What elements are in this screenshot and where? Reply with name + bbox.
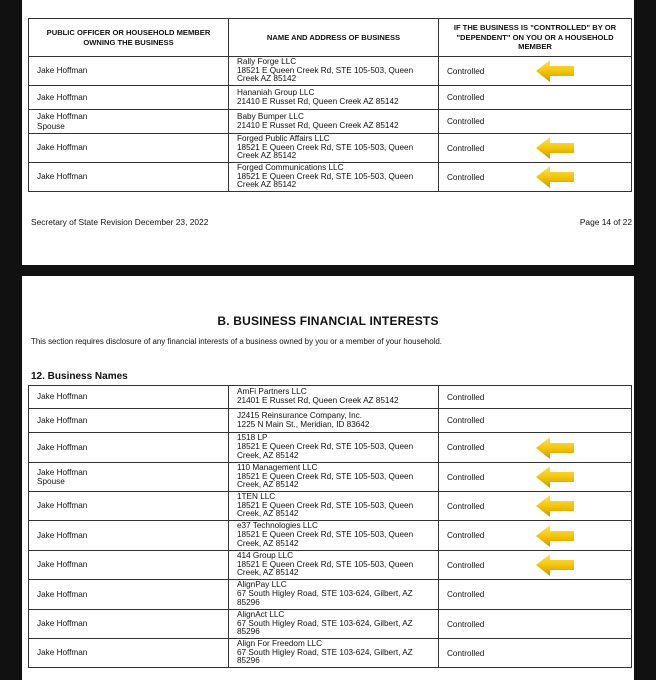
business-cell bbox=[229, 57, 439, 86]
table-row bbox=[29, 463, 632, 492]
table-row bbox=[29, 134, 632, 163]
business-name: Rally Forge LLC bbox=[237, 56, 297, 66]
left-arrow-icon bbox=[535, 494, 575, 518]
business-address-line: 67 South Higley Road, STE 103-624, Gilbert, AZ bbox=[237, 647, 413, 657]
business-address-line: 21410 E Russet Rd, Queen Creek AZ 85142 bbox=[237, 120, 399, 130]
status-text: Controlled bbox=[447, 443, 485, 452]
owner-name: Jake Hoffman bbox=[37, 415, 88, 425]
status-cell bbox=[439, 163, 632, 192]
business-address-line: 1225 N Main St., Meridian, ID 83642 bbox=[237, 419, 370, 429]
business-address-line: Creek, AZ 85142 bbox=[237, 538, 299, 548]
status-text: Controlled bbox=[447, 143, 485, 153]
left-arrow-icon bbox=[535, 436, 575, 460]
business-address-line: 21410 E Russet Rd, Queen Creek AZ 85142 bbox=[237, 96, 399, 106]
owner-name: Jake Hoffman bbox=[37, 66, 88, 76]
status-text: Controlled bbox=[447, 93, 485, 102]
business-name: Hananiah Group LLC bbox=[237, 87, 315, 97]
owner-cell bbox=[29, 580, 229, 610]
business-address-line: 85296 bbox=[237, 597, 260, 607]
owner-cell bbox=[29, 409, 229, 433]
table-row bbox=[29, 86, 632, 110]
table-row bbox=[29, 551, 632, 580]
business-address-line: Creek AZ 85142 bbox=[237, 180, 297, 190]
owner-name: Jake Hoffman bbox=[37, 560, 88, 570]
business-address-line: Creek, AZ 85142 bbox=[237, 480, 299, 490]
owner-name: Jake Hoffman bbox=[37, 143, 88, 153]
table-row bbox=[29, 610, 632, 639]
business-address-line: Creek, AZ 85142 bbox=[237, 509, 299, 519]
business-cell bbox=[229, 163, 439, 192]
business-address-line: Creek, AZ 85142 bbox=[237, 568, 299, 578]
status-text: Controlled bbox=[447, 560, 485, 570]
owner-name: Jake Hoffman bbox=[37, 467, 88, 477]
owner-name: Jake Hoffman bbox=[37, 619, 88, 629]
table-row bbox=[29, 386, 632, 409]
business-address-line: Creek AZ 85142 bbox=[237, 74, 297, 84]
status-cell bbox=[439, 639, 632, 668]
table-row bbox=[29, 521, 632, 551]
status-cell bbox=[439, 551, 632, 580]
business-address-line: 67 South Higley Road, STE 103-624, Gilbert, AZ bbox=[237, 589, 413, 599]
business-address-line: 18521 E Queen Creek Rd, STE 105-503, Queen bbox=[237, 500, 414, 510]
owner-cell bbox=[29, 57, 229, 86]
left-arrow-icon bbox=[535, 59, 575, 83]
business-cell bbox=[229, 386, 439, 409]
business-address-line: 85296 bbox=[237, 627, 260, 637]
business-ownership-table bbox=[28, 18, 632, 192]
business-cell bbox=[229, 551, 439, 580]
owner-name: Jake Hoffman bbox=[37, 589, 88, 599]
header-owner: PUBLIC OFFICER OR HOUSEHOLD MEMBER OWNING THE BUSINESS bbox=[29, 19, 229, 57]
section-description: This section requires disclosure of any financial interests of a business owned by you or a member of your household. bbox=[31, 337, 442, 346]
table-row bbox=[29, 433, 632, 463]
owner-cell bbox=[29, 110, 229, 134]
status-text: Controlled bbox=[447, 416, 485, 425]
table-row bbox=[29, 492, 632, 521]
business-cell bbox=[229, 433, 439, 463]
business-address-line: 18521 E Queen Creek Rd, STE 105-503, Queen bbox=[237, 142, 414, 152]
owner-cell bbox=[29, 86, 229, 110]
business-cell bbox=[229, 580, 439, 610]
business-name: e37 Technologies LLC bbox=[237, 521, 318, 531]
left-arrow-icon bbox=[535, 136, 575, 160]
owner-name: Jake Hoffman bbox=[37, 392, 88, 402]
owner-name: Jake Hoffman bbox=[37, 442, 88, 452]
status-text: Controlled bbox=[447, 117, 485, 126]
table-row bbox=[29, 580, 632, 610]
document-page-14 bbox=[22, 0, 634, 265]
business-cell bbox=[229, 521, 439, 551]
status-cell bbox=[439, 134, 632, 163]
header-business: NAME AND ADDRESS OF BUSINESS bbox=[229, 19, 439, 57]
owner-name: Jake Hoffman bbox=[37, 648, 88, 658]
business-address-line: 85296 bbox=[237, 656, 260, 666]
footer-page-number: Page 14 of 22 bbox=[579, 217, 632, 227]
business-name: J2415 Reinsurance Company, Inc. bbox=[237, 410, 363, 420]
business-name: Align For Freedom LLC bbox=[237, 638, 323, 648]
status-cell bbox=[439, 409, 632, 433]
table-row bbox=[29, 409, 632, 433]
owner-cell bbox=[29, 134, 229, 163]
owner-name: Jake Hoffman bbox=[37, 172, 88, 182]
status-cell bbox=[439, 492, 632, 521]
owner-relation: Spouse bbox=[37, 477, 65, 486]
status-cell bbox=[439, 386, 632, 409]
owner-cell bbox=[29, 551, 229, 580]
business-address-line: 18521 E Queen Creek Rd, STE 105-503, Queen bbox=[237, 171, 414, 181]
owner-cell bbox=[29, 492, 229, 521]
business-name: AlignAct LLC bbox=[237, 609, 285, 619]
status-text: Controlled bbox=[447, 66, 485, 76]
business-address-line: 67 South Higley Road, STE 103-624, Gilbert, AZ bbox=[237, 618, 413, 628]
business-address-line: 21401 E Russet Rd, Queen Creek AZ 85142 bbox=[237, 396, 399, 405]
status-cell bbox=[439, 86, 632, 110]
table-row bbox=[29, 110, 632, 134]
business-address-line: 18521 E Queen Creek Rd, STE 105-503, Queen bbox=[237, 471, 414, 481]
business-address-line: Creek AZ 85142 bbox=[237, 151, 297, 161]
business-cell bbox=[229, 86, 439, 110]
business-cell bbox=[229, 409, 439, 433]
business-name: Forged Communications LLC bbox=[237, 162, 344, 172]
business-address-line: Creek, AZ 85142 bbox=[237, 450, 299, 460]
table-header-row bbox=[29, 19, 632, 57]
status-text: Controlled bbox=[447, 648, 485, 658]
owner-cell bbox=[29, 433, 229, 463]
business-address-line: 18521 E Queen Creek Rd, STE 105-503, Queen bbox=[237, 442, 414, 452]
status-text: Controlled bbox=[447, 501, 485, 511]
owner-cell bbox=[29, 610, 229, 639]
owner-name: Jake Hoffman bbox=[37, 501, 88, 511]
business-name: 110 Management LLC bbox=[237, 462, 318, 472]
table-row bbox=[29, 57, 632, 86]
business-name: AlignPay LLC bbox=[237, 580, 287, 590]
owner-cell bbox=[29, 639, 229, 668]
status-text: Controlled bbox=[447, 531, 485, 540]
status-text: Controlled bbox=[447, 172, 485, 182]
business-name: 414 Group LLC bbox=[237, 550, 293, 560]
status-text: Controlled bbox=[447, 472, 485, 482]
business-cell bbox=[229, 134, 439, 163]
business-names-table bbox=[28, 385, 632, 668]
business-cell bbox=[229, 110, 439, 134]
status-cell bbox=[439, 433, 632, 463]
owner-cell bbox=[29, 463, 229, 492]
business-name: 1TEN LLC bbox=[237, 491, 276, 501]
left-arrow-icon bbox=[535, 165, 575, 189]
business-cell bbox=[229, 639, 439, 668]
status-cell bbox=[439, 57, 632, 86]
business-name: 1518 LP bbox=[237, 433, 268, 443]
status-text: Controlled bbox=[447, 392, 485, 402]
owner-name: Jake Hoffman bbox=[37, 112, 88, 122]
owner-name: Jake Hoffman bbox=[37, 92, 88, 102]
business-cell bbox=[229, 610, 439, 639]
document-page-15 bbox=[22, 276, 634, 680]
business-name: Baby Bumper LLC bbox=[237, 111, 304, 121]
business-address-line: 18521 E Queen Creek Rd, STE 105-503, Queen bbox=[237, 530, 414, 540]
status-text: Controlled bbox=[447, 590, 485, 599]
subsection-title: 12. Business Names bbox=[31, 371, 128, 382]
status-cell bbox=[439, 610, 632, 639]
business-name: Forged Public Affairs LLC bbox=[237, 133, 330, 143]
status-cell bbox=[439, 521, 632, 551]
table-row bbox=[29, 163, 632, 192]
owner-relation: Spouse bbox=[37, 121, 65, 131]
left-arrow-icon bbox=[535, 553, 575, 577]
owner-cell bbox=[29, 163, 229, 192]
owner-cell bbox=[29, 521, 229, 551]
header-status: IF THE BUSINESS IS "CONTROLLED" BY OR "DEPENDENT" ON YOU OR A HOUSEHOLD MEMBER bbox=[439, 19, 632, 57]
status-cell bbox=[439, 580, 632, 610]
owner-cell bbox=[29, 386, 229, 409]
footer-revision: Secretary of State Revision December 23, 2022 bbox=[31, 217, 209, 227]
status-cell bbox=[439, 110, 632, 134]
owner-name: Jake Hoffman bbox=[37, 530, 88, 540]
section-title: B. BUSINESS FINANCIAL INTERESTS bbox=[217, 314, 439, 328]
business-address-line: 18521 E Queen Creek Rd, STE 105-503, Queen bbox=[237, 65, 414, 75]
status-cell bbox=[439, 463, 632, 492]
business-name: AmFi Partners LLC bbox=[237, 387, 307, 397]
left-arrow-icon bbox=[535, 465, 575, 489]
business-address-line: 18521 E Queen Creek Rd, STE 105-503, Queen bbox=[237, 559, 414, 569]
status-text: Controlled bbox=[447, 619, 485, 629]
table-row bbox=[29, 639, 632, 668]
business-cell bbox=[229, 492, 439, 521]
business-cell bbox=[229, 463, 439, 492]
left-arrow-icon bbox=[535, 524, 575, 548]
